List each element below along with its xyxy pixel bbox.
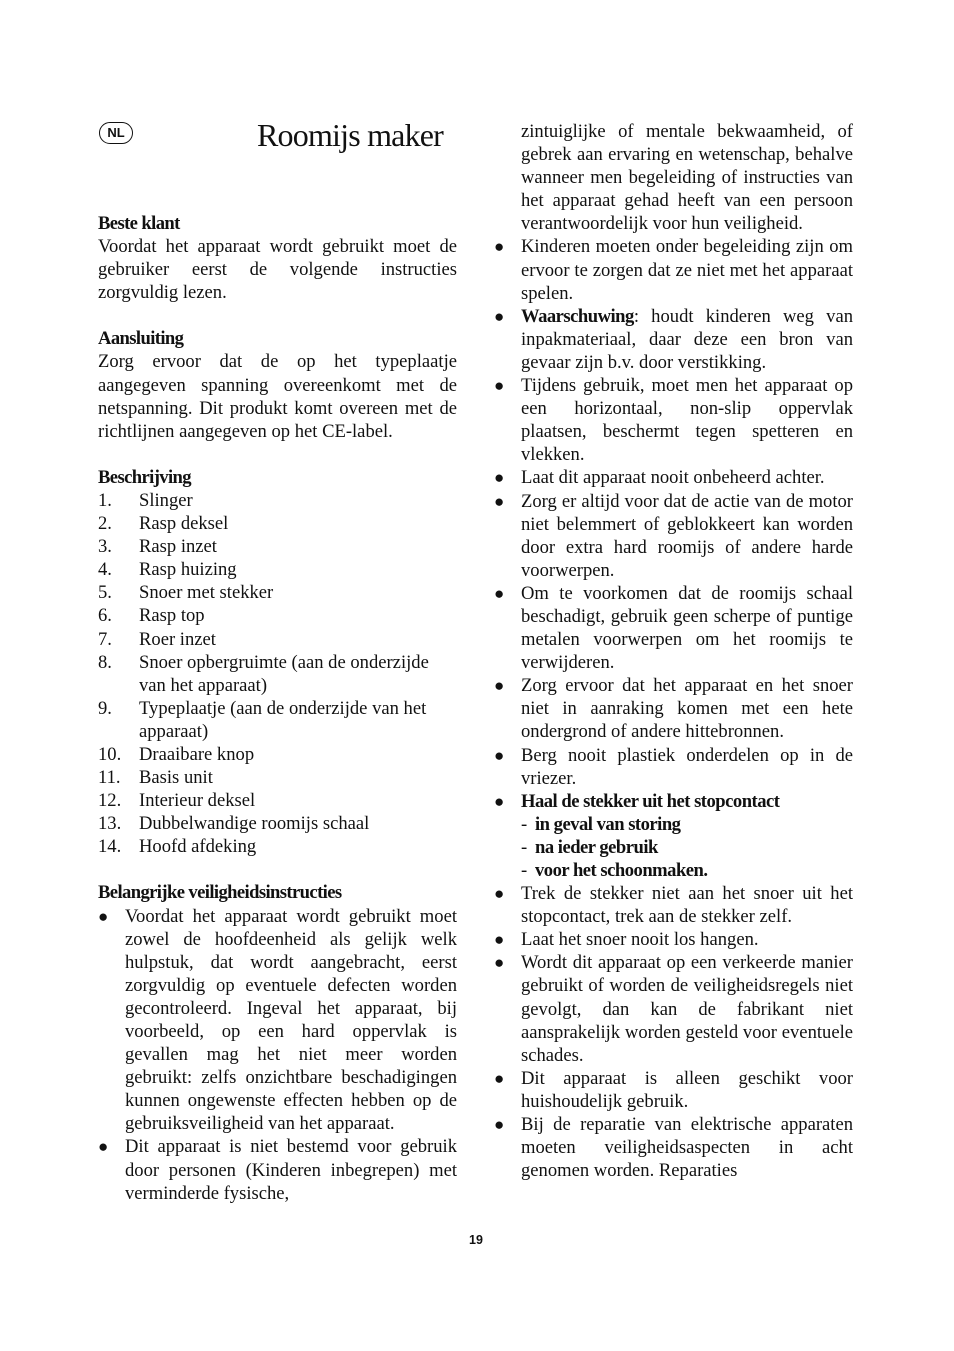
unplug-subitem [521, 836, 853, 859]
safety-item-continuation [494, 120, 853, 235]
bullet-icon: ● [494, 676, 505, 696]
safety-item-text: zintuiglijke of mentale bekwaamheid, of gebrek aan ervaring en wetenschap, behalve wanneer men begeleiding of instructies van het apparaat gehad heeft van een persoon verantwoordelijk voor hun veiligheid. [521, 121, 853, 235]
safety-item-warning [494, 305, 853, 374]
safety-item [494, 674, 853, 743]
bullet-icon: ● [494, 1068, 505, 1088]
intro-text: Voordat het apparaat wordt gebruikt moet de gebruiker eerst de volgende instructies zorgvuldig lezen. [98, 236, 457, 304]
safety-item [494, 1113, 853, 1182]
unplug-subitem [521, 859, 853, 882]
safety-item-text: Dit apparaat is alleen geschikt voor huishoudelijk gebruik. [521, 1067, 853, 1112]
bullet-icon: ● [494, 237, 505, 257]
safety-item-text: Trek de stekker niet aan het snoer uit het stopcontact, trek aan de stekker zelf. [521, 883, 853, 928]
bullet-icon: ● [98, 906, 109, 926]
item-text: Dubbelwandige roomijs schaal [139, 813, 370, 835]
safety-section [98, 881, 457, 1204]
intro-heading: Beste klant [98, 213, 180, 234]
safety-item [494, 235, 853, 304]
item-text: Hoofd afdeking [139, 836, 257, 858]
safety-item [494, 951, 853, 1066]
safety-item [494, 928, 853, 951]
safety-item-text: Tijdens gebruik, moet men het apparaat op een horizontaal, non-slip oppervlak plaatsen, beschermt tegen spetteren en vlekken. [521, 375, 853, 466]
item-number: 5. [98, 582, 112, 604]
parts-list-item [98, 743, 457, 766]
safety-item [494, 466, 853, 489]
bullet-icon: ● [494, 953, 505, 973]
item-number: 7. [98, 628, 112, 650]
safety-item [494, 582, 853, 674]
item-text: Interieur deksel [139, 790, 256, 812]
safety-item-unplug [494, 790, 853, 882]
item-number: 1. [98, 489, 112, 511]
item-text: Rasp huizing [139, 559, 237, 581]
bullet-icon: ● [494, 468, 505, 488]
unplug-subitem-text: na ieder gebruik [535, 836, 658, 858]
bullet-icon: ● [98, 1137, 109, 1157]
safety-item-text: Om te voorkomen dat de roomijs schaal beschadigt, gebruik geen scherpe of puntige metalen voorwerpen om het roomijs te verwijderen. [521, 582, 853, 674]
safety-item-text: Kinderen moeten onder begeleiding zijn om ervoor te zorgen dat ze niet met het apparaat spelen. [521, 236, 853, 304]
parts-list-item [98, 581, 457, 604]
item-text: Slinger [139, 489, 193, 511]
safety-item-text: Laat dit apparaat nooit onbeheerd achter. [521, 467, 825, 489]
parts-list-item [98, 628, 457, 651]
safety-item-text: Zorg er altijd voor dat de actie van de motor niet belemmert of geblokkeert kan worden door extra hard roomijs of andere harde voorwerpen. [521, 490, 853, 581]
safety-item [494, 1067, 853, 1113]
safety-item [494, 744, 853, 790]
item-text: Rasp deksel [139, 513, 229, 535]
item-number: 11. [98, 767, 121, 789]
parts-list-item [98, 558, 457, 581]
parts-list-item [98, 697, 457, 743]
intro-section [98, 212, 457, 304]
bullet-icon: ● [494, 583, 505, 603]
connection-heading: Aansluiting [98, 328, 184, 350]
unplug-subitem-text: voor het schoonmaken. [535, 860, 708, 881]
item-number: 6. [98, 605, 112, 627]
item-text: Snoer met stekker [139, 582, 274, 604]
parts-list-item [98, 766, 457, 789]
unplug-subitem [521, 813, 853, 836]
item-text: Draaibare knop [139, 743, 255, 765]
item-text: Basis unit [139, 767, 213, 789]
bullet-icon: ● [494, 745, 505, 765]
page-title: Roomijs maker [257, 117, 444, 153]
parts-list-item [98, 835, 457, 858]
safety-item-text: Voordat het apparaat wordt gebruikt moet zowel de hoofdeenheid als gelijk welk hulpstuk, dat wordt aangebracht, eerst zorgvuldig op eventuele defecten worden gecontroleerd. Ingeval het apparaat, bij voorbeeld, op een hard oppervlak is gevallen mag het niet meer worden gebruikt: zelfs onzichtbare beschadigingen kunnen ongewenste effecten hebben op de gebruiksveiligheid van het apparaat. [125, 905, 457, 1135]
bullet-icon: ● [494, 376, 505, 396]
item-number: 3. [98, 536, 112, 558]
item-number: 9. [98, 697, 112, 719]
item-number: 13. [98, 813, 122, 835]
unplug-sublist [521, 813, 853, 882]
safety-item [494, 882, 853, 928]
bullet-icon: ● [494, 491, 505, 511]
connection-text: Zorg ervoor dat de op het typeplaatje aangegeven spanning overeenkomt met de netspanning. Dit produkt komt overeen met de richtlijnen aangegeven op het CE-label. [98, 351, 457, 442]
safety-item-text: Dit apparaat is niet bestemd voor gebruik door personen (Kinderen inbegrepen) met verminderde fysische, [125, 1136, 457, 1204]
item-number: 12. [98, 790, 122, 812]
parts-list-item [98, 604, 457, 627]
safety-item-text: Berg nooit plastiek onderdelen op in de vriezer. [521, 744, 853, 789]
safety-heading: Belangrijke veiligheidsinstructies [98, 882, 342, 904]
item-text: Typeplaatje (aan de onderzijde van het apparaat) [139, 697, 427, 742]
parts-list-item [98, 512, 457, 535]
item-text: Snoer opbergruimte (aan de onderzijde van het apparaat) [139, 651, 429, 696]
item-text: Roer inzet [139, 628, 216, 650]
safety-item-text: Zorg ervoor dat het apparaat en het snoer niet in aanraking komen met een hete ondergrond of andere hittebronnen. [521, 675, 853, 743]
parts-list-item [98, 651, 457, 697]
item-text: Rasp inzet [139, 536, 217, 558]
safety-item-text: Wordt dit apparaat op een verkeerde manier gebruikt of worden de veiligheidsregels niet gevolgt, dan kan de fabrikant niet aansprakelijk worden gesteld voor eventuele schades. [521, 952, 853, 1066]
language-badge: NL [99, 122, 133, 144]
safety-list-right [494, 120, 853, 1182]
item-number: 10. [98, 743, 122, 765]
safety-item-text: Bij de reparatie van elektrische apparaten moeten veiligheidsaspecten in acht genomen worden. Reparaties [521, 1114, 853, 1182]
parts-list-item [98, 535, 457, 558]
item-number: 4. [98, 559, 112, 581]
bullet-icon: ● [494, 1115, 505, 1135]
item-text: Rasp top [139, 605, 205, 627]
left-column [98, 212, 457, 1205]
bullet-icon: ● [494, 306, 505, 326]
parts-list-item [98, 812, 457, 835]
item-number: 14. [98, 836, 122, 858]
unplug-heading: Haal de stekker uit het stopcontact [521, 790, 780, 812]
item-number: 2. [98, 513, 112, 535]
safety-item [494, 374, 853, 466]
safety-item [98, 905, 457, 1136]
warning-label: Waarschuwing [521, 305, 634, 327]
parts-list-item [98, 789, 457, 812]
bullet-icon: ● [494, 884, 505, 904]
safety-list-left [98, 905, 457, 1205]
parts-list [98, 489, 457, 859]
safety-item [494, 490, 853, 582]
dash-icon: - [521, 813, 527, 835]
right-column [494, 120, 853, 1182]
dash-icon: - [521, 836, 527, 858]
safety-item [98, 1135, 457, 1204]
unplug-subitem-text: in geval van storing [535, 813, 681, 835]
item-number: 8. [98, 651, 112, 673]
safety-item-text: Laat het snoer nooit los hangen. [521, 929, 759, 951]
parts-list-item [98, 489, 457, 512]
connection-section [98, 327, 457, 442]
dash-icon: - [521, 860, 527, 881]
page-number: 19 [469, 1233, 483, 1247]
description-heading: Beschrijving [98, 466, 191, 488]
bullet-icon: ● [494, 930, 505, 950]
bullet-icon: ● [494, 791, 505, 811]
warning-text: : houdt kinderen weg van inpakmateriaal, daar deze een bron van gevaar zijn b.v. door verstikking. [521, 305, 853, 373]
description-section [98, 466, 457, 859]
